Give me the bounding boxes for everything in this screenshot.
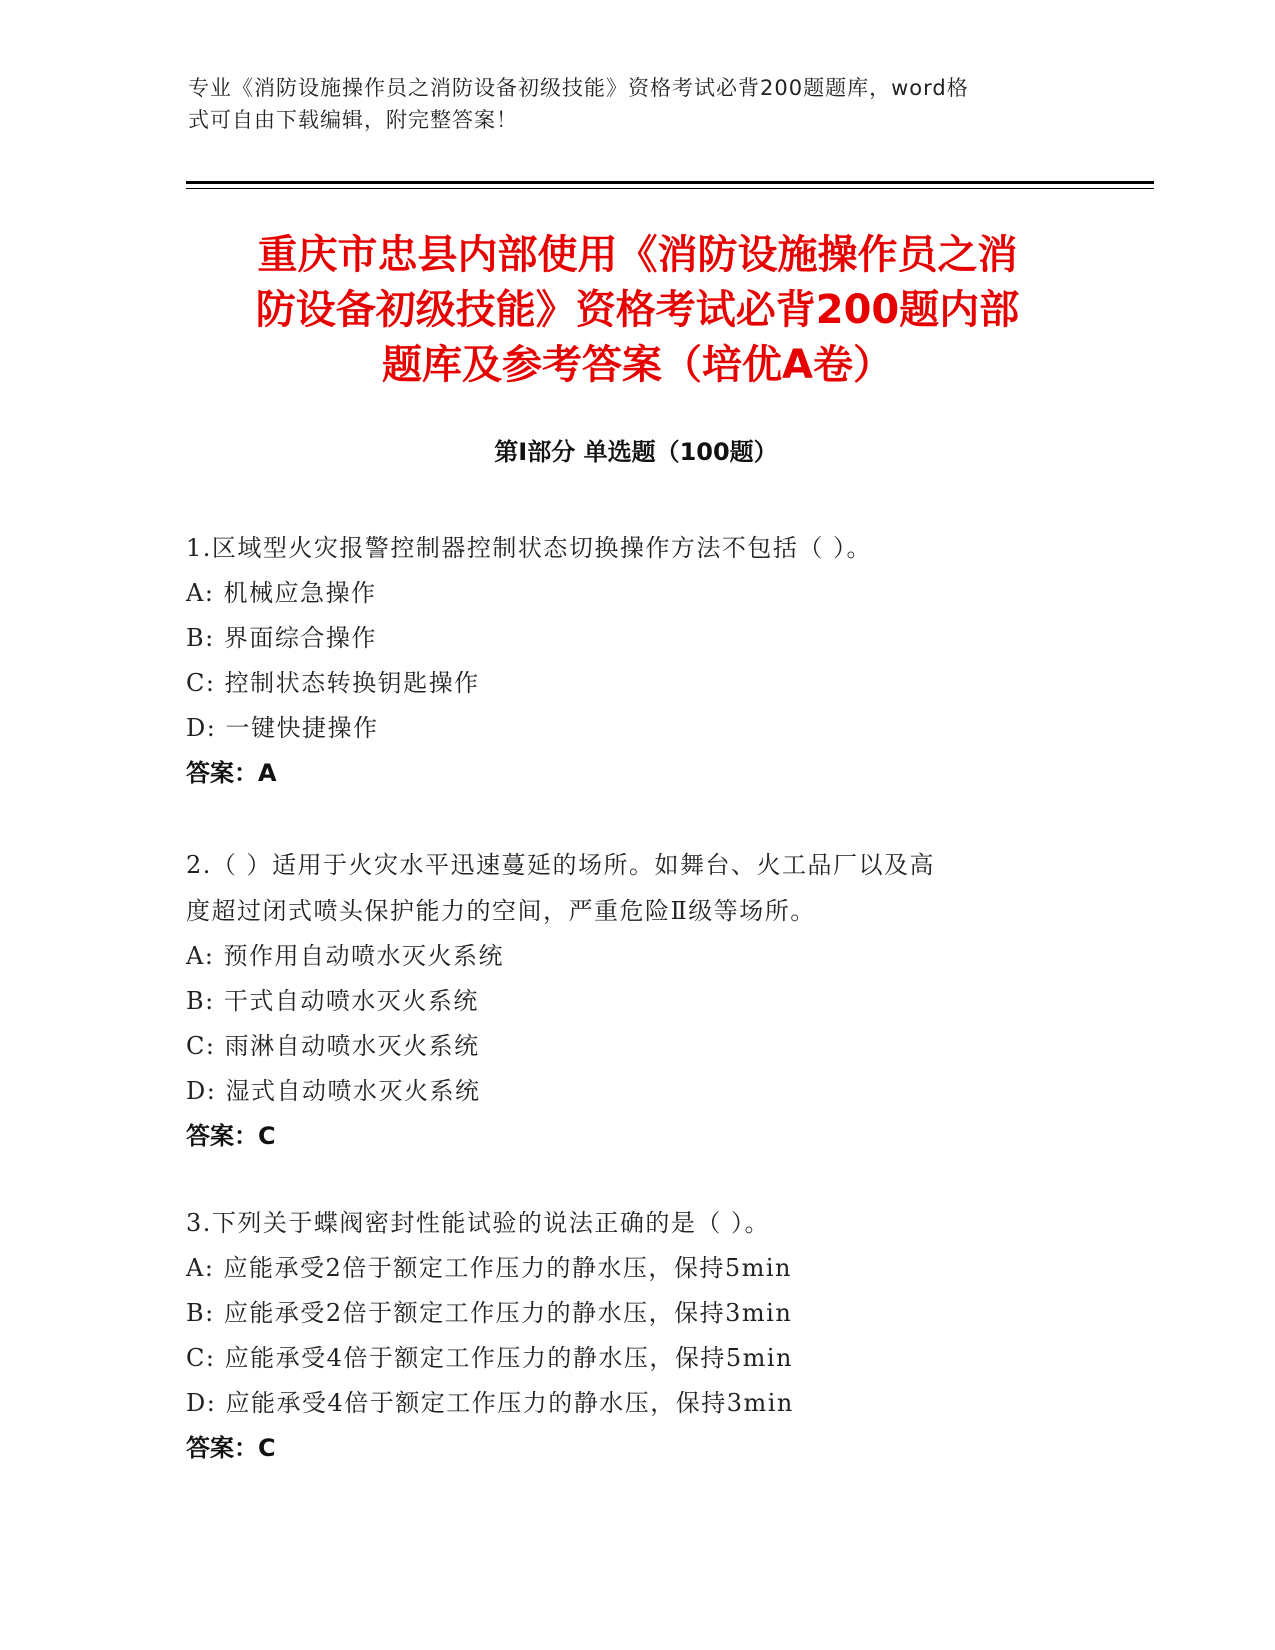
header-note-line: 专业《消防设施操作员之消防设备初级技能》资格考试必背200题题库，word格 [188, 76, 969, 100]
option-b: B: 界面综合操作 [186, 624, 377, 652]
header-note [188, 72, 1068, 136]
question [186, 525, 1086, 796]
option-b: B: 干式自动喷水灭火系统 [186, 987, 479, 1015]
option-a: A: 机械应急操作 [186, 579, 377, 607]
document-title [180, 228, 1095, 393]
question-text: 2.（ ）适用于火灾水平迅速蔓延的场所。如舞台、火工品厂以及高 [186, 851, 936, 879]
answer: 答案：C [186, 1122, 276, 1150]
answer: 答案：A [186, 759, 277, 787]
question-text: 度超过闭式喷头保护能力的空间，严重危险Ⅱ级等场所。 [186, 897, 816, 925]
option-d: D: 应能承受4倍于额定工作压力的静水压，保持3min [186, 1389, 794, 1417]
title-line: 防设备初级技能》资格考试必背200题内部 [255, 287, 1020, 333]
question [186, 842, 1086, 1159]
option-a: A: 预作用自动喷水灭火系统 [186, 942, 505, 970]
header-divider-thin [186, 188, 1154, 189]
option-a: A: 应能承受2倍于额定工作压力的静水压，保持5min [186, 1254, 792, 1282]
option-c: C: 雨淋自动喷水灭火系统 [186, 1032, 480, 1060]
option-c: C: 控制状态转换钥匙操作 [186, 669, 480, 697]
option-d: D: 一键快捷操作 [186, 714, 379, 742]
header-note-line: 式可自由下载编辑，附完整答案！ [188, 108, 518, 132]
question-text: 3.下列关于蝶阀密封性能试验的说法正确的是（ ）。 [186, 1209, 771, 1237]
option-b: B: 应能承受2倍于额定工作压力的静水压，保持3min [186, 1299, 793, 1327]
question [186, 1200, 1086, 1471]
title-line: 题库及参考答案（培优A卷） [382, 342, 893, 388]
header-divider-thick [186, 181, 1154, 184]
option-d: D: 湿式自动喷水灭火系统 [186, 1077, 481, 1105]
answer: 答案：C [186, 1434, 276, 1462]
title-line: 重庆市忠县内部使用《消防设施操作员之消 [257, 232, 1018, 278]
question-text: 1.区域型火灾报警控制器控制状态切换操作方法不包括（ ）。 [186, 534, 873, 562]
option-c: C: 应能承受4倍于额定工作压力的静水压，保持5min [186, 1344, 794, 1372]
section-heading: 第Ⅰ部分 单选题（100题） [494, 438, 778, 466]
